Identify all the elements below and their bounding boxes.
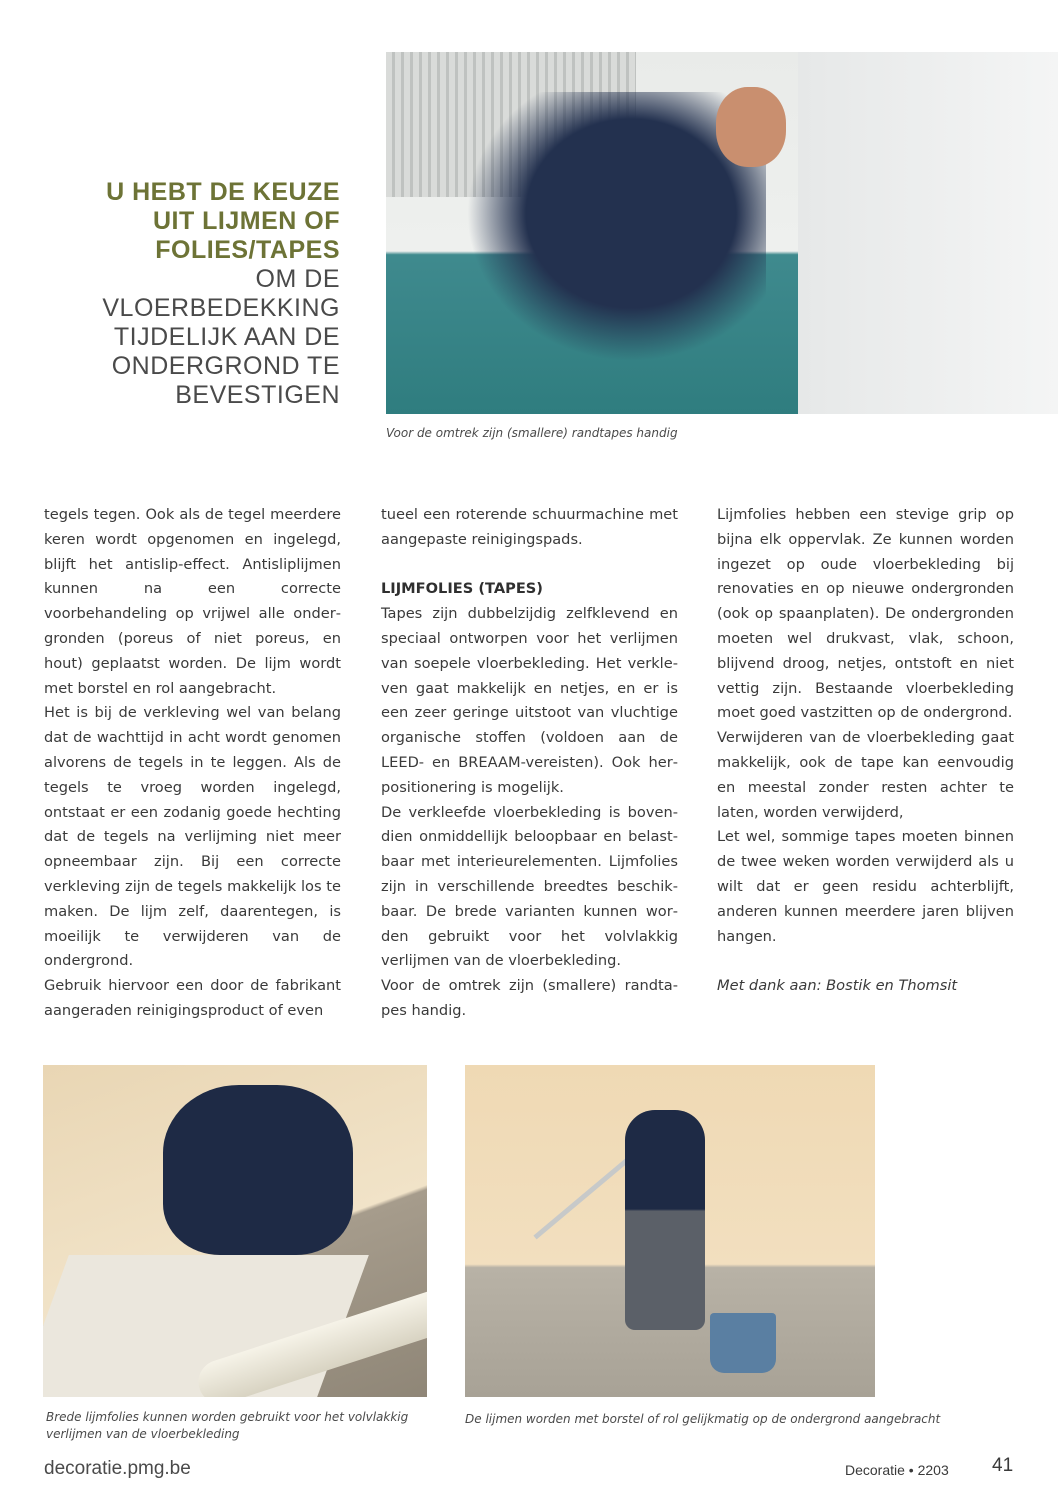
paragraph: Verwijderen van de vloerbekleding gaat makkelijk, ook de tape kan eenvoudig en meestal zonder resten achter te laten, worden verwijderd, xyxy=(717,729,1014,821)
photo-worker-unrolling-adhesive-film xyxy=(43,1065,427,1397)
wall xyxy=(798,52,1058,414)
paragraph: Lijmfolies hebben een stevige grip op bijna elk oppervlak. Ze kunnen worden ingezet op oude vloerbekleding bij renovaties en op nieuwe ondergronden (ook op spaanplaten). De ondergronden moeten wel drukvast, vlak, schoon, blijvend droog, netjes, ontstoft en niet vettig zijn. Bestaande vloerbekleding moet goed vastzitten op de ondergrond. xyxy=(717,506,1014,722)
pull-quote-strong-line: U HEBT DE KEUZE xyxy=(106,178,340,206)
caption-top-photo: Voor de omtrek zijn (smallere) randtapes handig xyxy=(386,426,678,440)
credit-line: Met dank aan: Bostik en Thomsit xyxy=(717,977,958,995)
caption-bottom-right-photo: De lijmen worden met borstel of rol gelijkmatig op de ondergrond aangebracht xyxy=(465,1412,941,1426)
pull-quote-strong-line: FOLIES/TAPES xyxy=(155,236,340,264)
paragraph: tegels tegen. Ook als de tegel meerdere keren wordt opgenomen en ingelegd, blijft het antislip-effect. Antisliplijmen kunnen na een correcte voorbehandeling op vrijwel alle ondergronden (poreus of niet poreus, en hout) geplaatst worden. De lijm wordt met borstel en rol aangebracht. xyxy=(44,506,341,697)
paragraph: tueel een roterende schuurmachine met aangepaste reinigingspads. xyxy=(381,506,678,548)
worker-figure xyxy=(625,1110,705,1330)
section-heading: LIJMFOLIES (TAPES) xyxy=(381,580,543,598)
pull-quote xyxy=(60,178,340,410)
bucket xyxy=(710,1313,776,1373)
page-number: 41 xyxy=(992,1455,1014,1476)
paragraph: Voor de omtrek zijn (smallere) randtapes handig. xyxy=(381,977,678,1019)
pull-quote-line: BEVESTIGEN xyxy=(175,381,340,409)
pull-quote-line: OM DE xyxy=(255,265,340,293)
photo-worker-applying-edge-tape xyxy=(386,52,1058,414)
paragraph: Het is bij de verkleving wel van belang dat de wachttijd in acht wordt genomen alvorens de tegels in te leggen. Als de tegels te vroeg worden ingelegd, ontstaat er een zodanig goede hechting dat de tegels na verlijming niet meer opneembaar zijn. Bij een correcte verkleving zijn de tegels makkelijk los te maken. De lijm zelf, daarentegen, is moeilijk te verwijderen van de ondergrond. xyxy=(44,704,341,970)
photo-worker-rolling-adhesive xyxy=(465,1065,875,1397)
paragraph: Gebruik hiervoor een door de fabrikant aangeraden reinigingsproduct of even xyxy=(44,977,341,1019)
pull-quote-line: ONDERGROND TE xyxy=(111,352,340,380)
pull-quote-strong-line: UIT LIJMEN OF xyxy=(152,207,340,235)
footer-website[interactable]: decoratie.pmg.be xyxy=(44,1458,191,1479)
pull-quote-line: TIJDELIJK AAN DE xyxy=(113,323,340,351)
worker-figure xyxy=(163,1085,353,1255)
paragraph: Let wel, sommige tapes moeten binnen de twee weken worden verwijderd als u wilt dat er geen residu achterblijft, anderen kunnen meerdere jaren blijven hangen. xyxy=(717,828,1014,945)
paragraph: Tapes zijn dubbelzijdig zelfklevend en speciaal ontworpen voor het verlijmen van soepele vloerbekleding. Het verkleven gaat makkelijk en netjes, en er is een zeer geringe uitstoot van vluchtige organische stoffen (voldoen aan de LEED- en BREAAM-vereisten). Ook herpositionering is mogelijk. xyxy=(381,605,678,796)
caption-bottom-left-photo: Brede lijmfolies kunnen worden gebruikt voor het volvlakkig verlijmen van de vloerbekleding xyxy=(46,1410,409,1441)
worker-head xyxy=(716,87,786,167)
text-column-2 xyxy=(381,503,678,1024)
text-column-1 xyxy=(44,503,341,1024)
pull-quote-line: VLOERBEDEKKING xyxy=(102,294,340,322)
footer-magazine-issue: Decoratie • 2203 xyxy=(845,1462,949,1478)
text-column-3 xyxy=(717,503,1014,999)
paragraph: De verkleefde vloerbekleding is bovendien onmiddellijk beloopbaar en belastbaar met interieurelementen. Lijmfolies zijn in verschillende breedtes beschikbaar. De brede varianten kunnen worden gebruikt voor het volvlakkig verlijmen van de vloerbekleding. xyxy=(381,803,678,970)
